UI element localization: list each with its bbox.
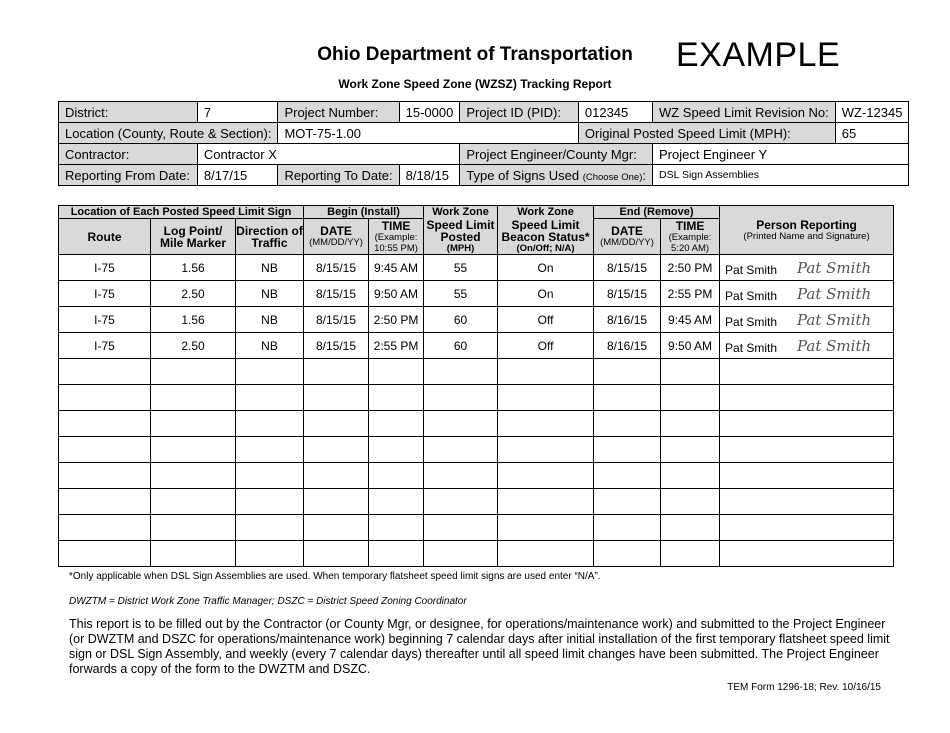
beacon-footnote: *Only applicable when DSL Sign Assemblies are used. When temporary flatsheet speed limit signs are used enter “N/A”. [69, 571, 601, 582]
empty-cell[interactable] [498, 437, 594, 463]
beacon-cell[interactable]: On [498, 255, 594, 281]
empty-cell[interactable] [369, 411, 424, 437]
begin-time-cell[interactable]: 2:55 PM [369, 333, 424, 359]
empty-cell[interactable] [59, 385, 151, 411]
end-date-cell[interactable]: 8/16/15 [594, 333, 661, 359]
empty-cell[interactable] [498, 385, 594, 411]
begin-date-note: (MM/DD/YY) [309, 237, 363, 248]
empty-cell[interactable] [424, 489, 498, 515]
speed-cell[interactable]: 55 [424, 255, 498, 281]
work-zone-header: Work Zone [498, 206, 594, 219]
beacon-status-title: Speed Limit Beacon Status* [501, 217, 590, 244]
empty-cell[interactable] [151, 541, 236, 567]
speed-cell[interactable]: 60 [424, 307, 498, 333]
begin-date-cell[interactable]: 8/15/15 [304, 281, 369, 307]
person-name: Pat Smith [725, 288, 778, 303]
begin-date-title: DATE [320, 224, 352, 238]
empty-cell[interactable] [498, 359, 594, 385]
empty-cell[interactable] [151, 489, 236, 515]
empty-cell[interactable] [369, 437, 424, 463]
person-name: Pat Smith [725, 340, 778, 355]
end-time-cell[interactable]: 9:45 AM [661, 307, 720, 333]
begin-date-cell[interactable]: 8/15/15 [304, 307, 369, 333]
table-row [59, 307, 894, 333]
empty-cell[interactable] [498, 489, 594, 515]
empty-cell[interactable] [304, 515, 369, 541]
form-number: TEM Form 1296-18; Rev. 10/16/15 [727, 682, 881, 693]
empty-cell[interactable] [304, 437, 369, 463]
empty-cell[interactable] [236, 463, 304, 489]
empty-cell[interactable] [661, 489, 720, 515]
location-value[interactable]: MOT-75-1.00 [278, 123, 578, 144]
empty-cell[interactable] [424, 385, 498, 411]
district-value[interactable]: 7 [197, 102, 278, 123]
end-time-cell[interactable]: 2:55 PM [661, 281, 720, 307]
project-number-label: Project Number: [278, 102, 399, 123]
table-row [59, 333, 894, 359]
from-date-value[interactable]: 8/17/15 [197, 165, 278, 186]
signature [795, 308, 875, 332]
empty-cell[interactable] [304, 489, 369, 515]
begin-time-cell[interactable]: 9:50 AM [369, 281, 424, 307]
person-reporting-note: (Printed Name and Signature) [743, 230, 870, 242]
empty-cell[interactable] [59, 411, 151, 437]
empty-cell[interactable] [369, 541, 424, 567]
abbreviation-definitions: DWZTM = District Work Zone Traffic Manager; DSZC = District Speed Zoning Coordinator [69, 596, 467, 607]
empty-cell[interactable] [59, 359, 151, 385]
direction-cell[interactable]: NB [236, 333, 304, 359]
empty-cell[interactable] [236, 489, 304, 515]
empty-cell[interactable] [498, 463, 594, 489]
empty-cell[interactable] [151, 411, 236, 437]
table-row [59, 255, 894, 281]
beacon-status-header [498, 219, 594, 255]
empty-cell[interactable] [661, 541, 720, 567]
empty-cell[interactable] [59, 541, 151, 567]
log-point-cell[interactable]: 2.50 [151, 281, 236, 307]
contractor-value[interactable]: Contractor X [197, 144, 459, 165]
empty-cell[interactable] [424, 541, 498, 567]
route-header: Route [59, 219, 151, 255]
beacon-status-note: (On/Off; N/A) [516, 242, 575, 254]
empty-cell[interactable] [369, 359, 424, 385]
begin-date-cell[interactable]: 8/15/15 [304, 333, 369, 359]
empty-cell[interactable] [424, 359, 498, 385]
begin-time-note: (Example: 10:55 PM) [374, 231, 418, 254]
empty-cell[interactable] [498, 411, 594, 437]
empty-table-row [59, 489, 894, 515]
end-date-cell[interactable]: 8/16/15 [594, 307, 661, 333]
table-row [59, 281, 894, 307]
empty-cell[interactable] [424, 463, 498, 489]
empty-cell[interactable] [304, 541, 369, 567]
signature [795, 334, 875, 358]
revision-label: WZ Speed Limit Revision No: [652, 102, 835, 123]
revision-value[interactable]: WZ-12345 [835, 102, 909, 123]
contractor-label: Contractor: [59, 144, 198, 165]
empty-cell[interactable] [498, 541, 594, 567]
empty-cell[interactable] [424, 437, 498, 463]
empty-cell[interactable] [720, 515, 894, 541]
beacon-cell[interactable]: On [498, 281, 594, 307]
signs-type-select[interactable]: DSL Sign Assemblies [652, 165, 908, 186]
empty-cell[interactable] [151, 463, 236, 489]
speed-posted-title: Speed Limit Posted [426, 217, 495, 244]
empty-cell[interactable] [424, 515, 498, 541]
from-date-label: Reporting From Date: [59, 165, 198, 186]
signature [795, 256, 875, 280]
empty-cell[interactable] [720, 437, 894, 463]
empty-cell[interactable] [369, 489, 424, 515]
empty-cell[interactable] [720, 463, 894, 489]
empty-cell[interactable] [594, 463, 661, 489]
end-date-note: (MM/DD/YY) [600, 237, 654, 248]
empty-table-row [59, 463, 894, 489]
person-reporting-cell[interactable] [720, 307, 894, 333]
person-reporting-cell[interactable] [720, 281, 894, 307]
empty-cell[interactable] [151, 359, 236, 385]
end-date-title: DATE [611, 224, 643, 238]
empty-table-row [59, 359, 894, 385]
log-table-body [59, 255, 894, 567]
end-time-header [661, 219, 720, 255]
pid-label: Project ID (PID): [460, 102, 579, 123]
to-date-value[interactable]: 8/18/15 [399, 165, 460, 186]
route-cell[interactable]: I-75 [59, 255, 151, 281]
empty-cell[interactable] [59, 437, 151, 463]
speed-sign-log-table [58, 205, 894, 567]
engineer-label: Project Engineer/County Mgr: [460, 144, 653, 165]
signature-text: Pat Smith [797, 258, 872, 277]
end-time-cell[interactable]: 2:50 PM [661, 255, 720, 281]
empty-cell[interactable] [369, 515, 424, 541]
project-info-table [58, 101, 909, 186]
beacon-cell[interactable]: Off [498, 333, 594, 359]
begin-date-cell[interactable]: 8/15/15 [304, 255, 369, 281]
end-time-cell[interactable]: 9:50 AM [661, 333, 720, 359]
end-date-cell[interactable]: 8/15/15 [594, 255, 661, 281]
empty-cell[interactable] [424, 411, 498, 437]
engineer-value[interactable]: Project Engineer Y [652, 144, 908, 165]
log-point-cell[interactable]: 1.56 [151, 255, 236, 281]
direction-cell[interactable]: NB [236, 307, 304, 333]
direction-cell[interactable]: NB [236, 281, 304, 307]
empty-cell[interactable] [151, 437, 236, 463]
empty-cell[interactable] [236, 515, 304, 541]
route-cell[interactable]: I-75 [59, 281, 151, 307]
route-cell[interactable]: I-75 [59, 333, 151, 359]
empty-table-row [59, 385, 894, 411]
empty-cell[interactable] [236, 359, 304, 385]
signs-type-label-text: Type of Signs Used [466, 167, 580, 183]
empty-cell[interactable] [151, 515, 236, 541]
empty-cell[interactable] [720, 541, 894, 567]
signature-text: Pat Smith [797, 336, 872, 355]
log-point-cell[interactable]: 2.50 [151, 333, 236, 359]
to-date-label: Reporting To Date: [278, 165, 399, 186]
empty-cell[interactable] [594, 359, 661, 385]
location-group-header: Location of Each Posted Speed Limit Sign [59, 206, 304, 219]
signs-type-label-colon: : [642, 167, 646, 183]
empty-cell[interactable] [498, 515, 594, 541]
empty-cell[interactable] [720, 489, 894, 515]
empty-cell[interactable] [661, 411, 720, 437]
log-point-cell[interactable]: 1.56 [151, 307, 236, 333]
location-label: Location (County, Route & Section): [59, 123, 278, 144]
empty-cell[interactable] [304, 385, 369, 411]
speed-posted-note: (MPH) [446, 242, 475, 254]
empty-cell[interactable] [236, 385, 304, 411]
signature-text: Pat Smith [797, 284, 872, 303]
original-speed-value[interactable]: 65 [835, 123, 909, 144]
empty-cell[interactable] [369, 385, 424, 411]
empty-cell[interactable] [236, 411, 304, 437]
empty-cell[interactable] [304, 463, 369, 489]
empty-cell[interactable] [236, 541, 304, 567]
signature [795, 282, 875, 306]
work-zone-header: Work Zone [424, 206, 498, 219]
speed-cell[interactable]: 60 [424, 333, 498, 359]
empty-cell[interactable] [594, 385, 661, 411]
person-reporting-header [720, 206, 894, 255]
original-speed-label: Original Posted Speed Limit (MPH): [578, 123, 835, 144]
empty-cell[interactable] [661, 463, 720, 489]
signs-choose-note: (Choose One) [582, 171, 643, 183]
end-group-header: End (Remove) [594, 206, 720, 219]
empty-cell[interactable] [594, 437, 661, 463]
route-cell[interactable]: I-75 [59, 307, 151, 333]
person-name: Pat Smith [725, 262, 778, 277]
empty-cell[interactable] [720, 359, 894, 385]
empty-cell[interactable] [304, 359, 369, 385]
empty-cell[interactable] [720, 385, 894, 411]
person-reporting-title: Person Reporting [756, 217, 857, 232]
begin-time-cell[interactable]: 9:45 AM [369, 255, 424, 281]
empty-cell[interactable] [594, 541, 661, 567]
signs-type-label [460, 165, 653, 186]
person-reporting-cell[interactable] [720, 333, 894, 359]
direction-cell[interactable]: NB [236, 255, 304, 281]
pid-value[interactable]: 012345 [578, 102, 652, 123]
district-label: District: [59, 102, 198, 123]
begin-time-header [369, 219, 424, 255]
end-time-note: (Example: 5:20 AM) [668, 231, 712, 254]
empty-cell[interactable] [661, 385, 720, 411]
empty-cell[interactable] [151, 385, 236, 411]
speed-posted-header [424, 219, 498, 255]
empty-cell[interactable] [594, 489, 661, 515]
end-date-header [594, 219, 661, 255]
empty-cell[interactable] [369, 463, 424, 489]
begin-group-header: Begin (Install) [304, 206, 424, 219]
direction-header: Direction of Traffic [236, 219, 304, 255]
person-name: Pat Smith [725, 314, 778, 329]
speed-cell[interactable]: 55 [424, 281, 498, 307]
empty-table-row [59, 437, 894, 463]
example-watermark: EXAMPLE [676, 36, 841, 74]
report-subtitle: Work Zone Speed Zone (WZSZ) Tracking Report [338, 77, 612, 91]
empty-cell[interactable] [236, 437, 304, 463]
empty-cell[interactable] [59, 489, 151, 515]
log-point-header: Log Point/ Mile Marker [151, 219, 236, 255]
empty-cell[interactable] [59, 463, 151, 489]
end-date-cell[interactable]: 8/15/15 [594, 281, 661, 307]
empty-table-row [59, 411, 894, 437]
person-reporting-cell[interactable] [720, 255, 894, 281]
beacon-cell[interactable]: Off [498, 307, 594, 333]
page-title: Ohio Department of Transportation [317, 44, 633, 65]
empty-cell[interactable] [594, 411, 661, 437]
project-number-value[interactable]: 15-0000 [399, 102, 460, 123]
empty-cell[interactable] [720, 411, 894, 437]
empty-cell[interactable] [594, 515, 661, 541]
begin-time-title: TIME [381, 218, 411, 233]
begin-time-cell[interactable]: 2:50 PM [369, 307, 424, 333]
empty-cell[interactable] [661, 359, 720, 385]
end-time-title: TIME [675, 218, 705, 233]
signature-text: Pat Smith [797, 310, 872, 329]
begin-date-header [304, 219, 369, 255]
empty-table-row [59, 541, 894, 567]
empty-cell[interactable] [59, 515, 151, 541]
empty-cell[interactable] [304, 411, 369, 437]
empty-cell[interactable] [661, 515, 720, 541]
empty-table-row [59, 515, 894, 541]
instructions-paragraph: This report is to be filled out by the Contractor (or County Mgr, or designee, for operations/maintenance work) and submitted to the Project Engineer (or DWZTM and DSZC for operations/maintenance work) beginning 7 calendar days after initial installation of the first temporary flatsheet speed limit sign or DSL Sign Assembly, and weekly (every 7 calendar days) thereafter until all speed limit changes have been submitted. The Project Engineer forwards a copy of the form to the DWZTM and DSZC. [69, 617, 890, 676]
empty-cell[interactable] [661, 437, 720, 463]
